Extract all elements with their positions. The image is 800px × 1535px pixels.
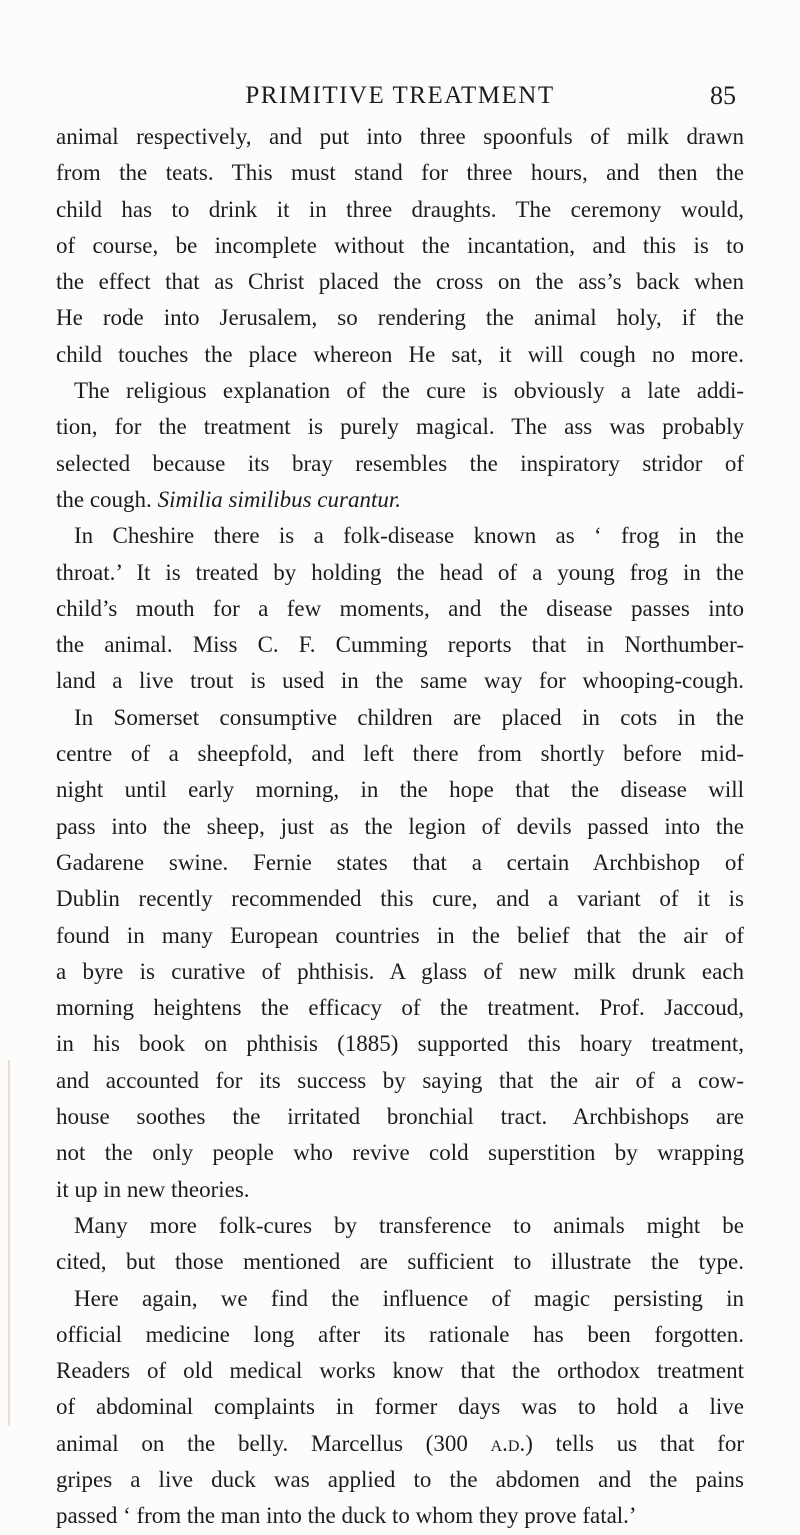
- text-line: animal respectively, and put into three spoonfuls of milk drawn: [56, 124, 744, 149]
- text-line: Gadarene swine. Fernie states that a certain Archbishop of: [56, 849, 744, 875]
- text-line: not the only people who revive cold superstition by wrapping: [56, 1140, 744, 1166]
- text-line: child touches the place whereon He sat, it will cough no more.: [56, 341, 744, 367]
- text-line: house soothes the irritated bronchial tract. Archbishops are: [56, 1104, 744, 1130]
- text-line: from the teats. This must stand for three hours, and then the: [56, 160, 744, 186]
- text-line: official medicine long after its rationale has been forgotten.: [56, 1321, 744, 1347]
- paragraph-end-line: [56, 482, 744, 518]
- text-line: child’s mouth for a few moments, and the disease passes into: [56, 595, 744, 621]
- latin-phrase: Similia similibus curantur.: [157, 486, 402, 512]
- text-line: the animal. Miss C. F. Cumming reports that in Northumber-: [56, 632, 744, 658]
- text-line: selected because its bray resembles the inspiratory stridor of: [56, 450, 744, 476]
- text-line: of abdominal complaints in former days was to hold a live: [56, 1394, 744, 1420]
- paragraph-end-line: passed ‘ from the man into the duck to whom they prove fatal.’: [56, 1503, 637, 1529]
- text-line: cited, but those mentioned are sufficient to illustrate the type.: [56, 1249, 744, 1275]
- paragraph-start-line: In Somerset consumptive children are placed in cots in the: [74, 704, 744, 730]
- text-line: and accounted for its success by saying that the air of a cow-: [56, 1067, 744, 1093]
- body-text: [56, 119, 744, 1535]
- text-line: tion, for the treatment is purely magical. The ass was probably: [56, 414, 744, 440]
- text-line: the effect that as Christ placed the cross on the ass’s back when: [56, 269, 744, 295]
- text-line: Readers of old medical works know that the orthodox treatment: [56, 1358, 744, 1384]
- scan-edge-shadow: [8, 1060, 10, 1426]
- running-title: PRIMITIVE TREATMENT: [245, 82, 555, 109]
- text-line: in his book on phthisis (1885) supported this hoary treatment,: [56, 1031, 744, 1057]
- text-fragment: animal on the belly. Marcellus (300: [56, 1430, 491, 1456]
- paragraph-start-line: Many more folk-cures by transference to animals might be: [74, 1212, 744, 1238]
- text-line: Dublin recently recommended this cure, and a variant of it is: [56, 886, 744, 912]
- running-head: [56, 78, 744, 118]
- text-line: [56, 1426, 744, 1462]
- text-line: a byre is curative of phthisis. A glass of new milk drunk each: [56, 958, 744, 984]
- text-line: centre of a sheepfold, and left there from shortly before mid-: [56, 741, 744, 767]
- date-abbreviation: a.d.: [490, 1430, 526, 1456]
- text-fragment: ) tells us that for: [525, 1430, 744, 1456]
- paragraph-start-line: Here again, we find the influence of magic persisting in: [74, 1285, 744, 1311]
- paragraph-end-line: it up in new theories.: [56, 1176, 250, 1202]
- page-number: 85: [710, 81, 736, 110]
- text-line: night until early morning, in the hope that the disease will: [56, 777, 744, 803]
- text-line: land a live trout is used in the same way for whooping-cough.: [56, 668, 744, 694]
- text-line: throat.’ It is treated by holding the head of a young frog in the: [56, 559, 744, 585]
- paragraph-start-line: In Cheshire there is a folk-disease known as ‘ frog in the: [74, 523, 744, 549]
- text-line: morning heightens the efficacy of the treatment. Prof. Jaccoud,: [56, 995, 744, 1021]
- text-fragment: the cough.: [56, 486, 158, 512]
- text-line: found in many European countries in the belief that the air of: [56, 922, 744, 948]
- paragraph-start-line: The religious explanation of the cure is obviously a late addi-: [74, 378, 744, 404]
- text-line: child has to drink it in three draughts. The ceremony would,: [56, 196, 744, 222]
- text-line: pass into the sheep, just as the legion of devils passed into the: [56, 813, 744, 839]
- text-line: gripes a live duck was applied to the abdomen and the pains: [56, 1466, 744, 1492]
- text-line: of course, be incomplete without the incantation, and this is to: [56, 232, 744, 258]
- text-line: He rode into Jerusalem, so rendering the animal holy, if the: [56, 305, 744, 331]
